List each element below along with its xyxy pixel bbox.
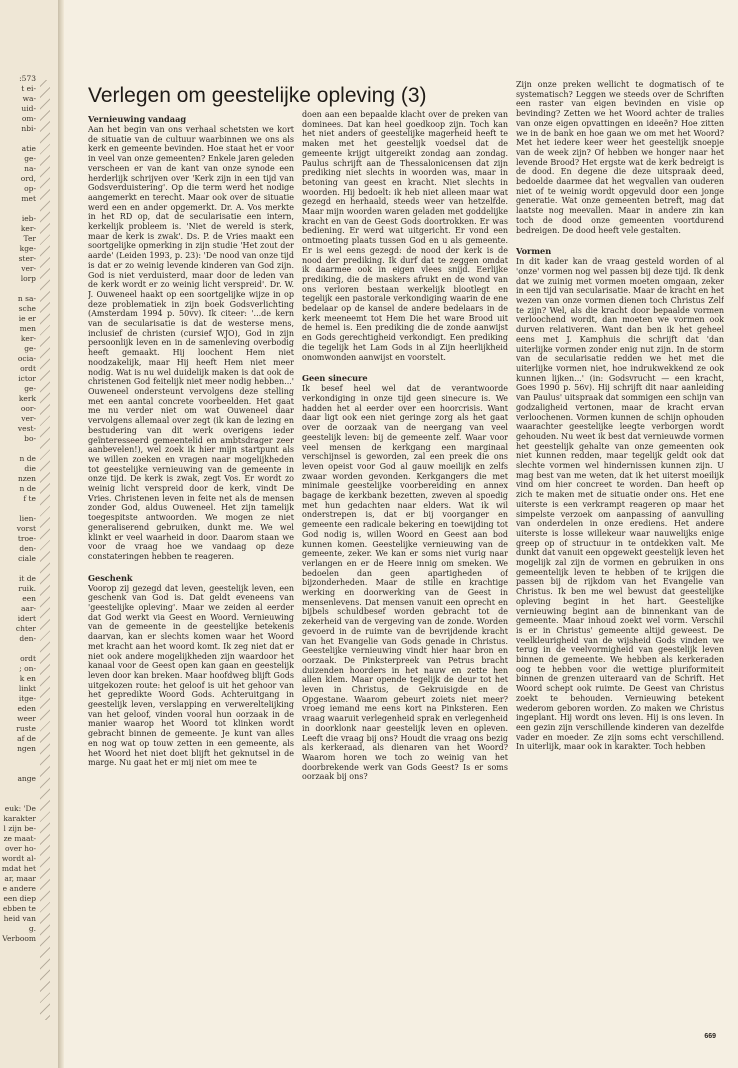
gutter-fragment — [2, 644, 36, 654]
gutter-fragment: g. — [28, 924, 36, 933]
gutter-fragment: men — [19, 324, 36, 333]
gutter-fragment: om- — [21, 114, 36, 123]
gutter-fragment: weer — [17, 714, 36, 723]
article-page — [64, 0, 738, 1068]
gutter-fragment: ker- — [20, 224, 36, 233]
section-heading: Vormen — [516, 246, 552, 257]
adjacent-page-gutter — [0, 0, 58, 1068]
gutter-fragment: mdat het — [1, 864, 36, 873]
gutter-fragment — [2, 794, 36, 804]
article-column-3 — [516, 80, 724, 1015]
body-paragraph: Voorop zij gezegd dat leven, geestelijk leven, een geschenk van God is. Dat geldt eveneens van 'geestelijke opleving'. Maar we zeiden al eerder dat God werkt via Geest en Woord. Vernieuwing van de gemeente in de geestelijke betekenis daarvan, kan er slechts komen waar het Woord met kracht aan het woord komt. Ik zeg niet dat er niet ook andere mogelijkheden zijn waardoor het kanaal voor de Geest open kan gaan en geestelijk leven door kan breken. Maar hoofdweg blijft Gods uitgekozen route: het geloof is uit het gehoor van het gepredikte Woord Gods. Achteruitgang in geestelijk leven, verslapping en verwereltelijking van het geloof, vinden vooral hun oorzaak in de manier waarop het Woord tot klinken wordt gebracht binnen de gemeente. Je kunt van alles en nog wat op touw zetten in een gemeente, als het Woord het niet doet blijft het geknutsel in de marge. Nu gaat het er mij niet om mee te — [88, 583, 294, 768]
gutter-fragment: wa- — [22, 94, 36, 103]
body-paragraph: Ik besef heel wel dat de verantwoorde verkondiging in onze tijd geen sinecure is. We hadden het al eerder over een hoorcrisis. Want daar ligt ook een niet geringe zorg als het gaat over de oorzaak van de neergang van veel geestelijk leven: bij de gemeente zelf. Waar voor veel mensen de kerkgang een marginaal verschijnsel is geworden, zal een preek die ons leven opeist voor God al gauw moeilijk en zelfs zwaar worden gevonden. Kerkgangers die met minimale geestelijke voorbereiding en annex bagage de kerkbank bezetten, zweven al spoedig met hun gedachten naar elders. Wat ik wil onderstrepen is, dat er bij voorganger en gemeente een radicale bekering en toewijding tot God nodig is, willen Woord en Geest aan bod kunnen komen. Geestelijke vernieuwing van de gemeente, zeker. We kan er soms niet vurig naar verlangen en er de Heere innig om smeken. We bedoelen dan geen apartigheden of bijzonderheden. Maar de stille en krachtige werking en doorwerking van de Geest in mensenlevens. Dat mensen vanuit een oprecht en bijbels schuldbesef worden gebracht tot de zekerheid van de vergeving van de zonde. Worden gevoerd in de ruimte van de bevrijdende kracht van het Evangelie van Gods genade in Christus. Geestelijke vernieuwing vindt hier haar bron en oorzaak. De Pinksterpreek van Petrus bracht duizenden hoorders in het nauw en zette hen allen klem. Maar opende tegelijk de deur tot het leven in Christus, de Gekruisigde en de Opgestane. Waarom gebeurt zoiets niet meer? vroeg iemand me eens kort na Pinksteren. Een vraag waaruit verlegenheid sprak en verlegenheid in doorklonk naar geestelijk leven en opleven. Leeft die vraag bij ons? Houdt die vraag ons bezig als kerkeraad, als dienaren van het Woord? Waarom horen we toch zo weinig van het doorbrekende werk van Gods Geest? Is er soms oorzaak bij ons? — [302, 384, 508, 782]
gutter-fragment: troe- — [17, 534, 36, 543]
page-number: 669 — [704, 1033, 716, 1040]
gutter-fragment: nbi- — [21, 124, 36, 133]
gutter-fragment: een diep — [3, 894, 36, 903]
gutter-fragment: :573 — [19, 74, 36, 83]
gutter-fragment — [2, 764, 36, 774]
gutter-fragment: ange — [17, 774, 36, 783]
article-title: Verlegen om geestelijke opleving (3) — [88, 84, 427, 107]
gutter-fragment: af de — [17, 734, 36, 743]
body-paragraph: doen aan een bepaalde klacht over de preken van dominees. Dat kan heel goedkoop zijn. Toch kan het niet anders of geestelijke magerheid heeft te maken met het geestelijk voedsel dat de gemeente krijgt uitgereikt zondag aan zondag. Paulus schrijft aan de Thessalonicensen dat zijn prediking niet slechts in woorden was, maar in betoning van geest en kracht. Niet slechts in woorden. Hij bedoelt: ik heb niet alleen maar wat gezegd en herhaald, steeds weer van hetzelfde. Maar mijn woorden waren geladen met goddelijke kracht en van de Geest Gods doortrokken. Er was bediening. Er werd wat uitgericht. Er vond een ontmoeting plaats tussen God en u als gemeente. Er is wel eens gezegd: de nood der kerk is de nood der prediking. Ik durf dat te zeggen omdat ik daarmee ook in eigen vlees snijd. Eerlijke prediking, die de maskers afrukt en de wond van ons verloren bestaan werkelijk blootlegt en tegelijk een pastorale verkondiging waarin de ene bedelaar op de kansel de andere bedelaars in de kerk meeneemt tot Hem Die het ware Brood uit de hemel is. Een prediking die de zonde aanwijst en Gods gerechtigheid verkondigt. Een prediking die tegelijk het Lam Gods in al Zijn heerlijkheid onomwonden aanwijst en voorstelt. — [302, 110, 508, 362]
gutter-fragment: ge- — [24, 154, 36, 163]
gutter-fragment: it de — [18, 574, 36, 583]
section-heading: Geen sinecure — [302, 373, 368, 384]
gutter-fragment: ie er — [18, 314, 36, 323]
gutter-fragment: die — [24, 464, 36, 473]
gutter-fragment: linkt — [18, 684, 36, 693]
gutter-fragment — [2, 504, 36, 514]
gutter-fragment: bo- — [24, 434, 36, 443]
gutter-fragment: Ter — [23, 234, 36, 243]
gutter-fragment: heid van — [3, 914, 36, 923]
gutter-fragment: f te — [23, 494, 36, 503]
gutter-fragment: oor- — [20, 404, 36, 413]
gutter-fragment: karakter — [3, 814, 36, 823]
gutter-fragment: ver- — [21, 414, 36, 423]
gutter-fragment: chter — [15, 624, 36, 633]
gutter-fragment: lien- — [19, 514, 36, 523]
gutter-fragment: n de — [19, 454, 36, 463]
article-column-2 — [302, 110, 508, 1015]
gutter-fragment: k en — [19, 674, 36, 683]
gutter-fragment: ster- — [18, 254, 36, 263]
section-gap — [302, 362, 508, 369]
gutter-fragment: ieb- — [21, 214, 36, 223]
gutter-fragment: ge- — [24, 344, 36, 353]
gutter-fragment: ngen — [17, 744, 36, 753]
body-paragraph: Zijn onze preken wellicht te dogmatisch of te systematisch? Leggen we steeds over de Schriften een raster van eigen bevinden en visie op bevinding? Zetten we het Woord achter de tralies van onze eigen opvattingen en ideeën? Hoe zitten we in de bank en hoe gaan we om met het Woord? Met het iedere keer weer het geestelijk snoepje van de week zijn? Of hebben we honger naar het levende Brood? Het ergste wat de kerk bedreigt is de dood. En degene die deze uitspraak deed, bedoelde daarmee dat het wegvallen van ouderen niet of te weinig wordt opgevuld door een jonge generatie. Wat onze gemeenten betreft, mag dat laatste nog meevallen. Maar in andere zin kan toch de dood onze gemeenten voortdurend bedreigen. De dood heeft vele gestalten. — [516, 80, 724, 235]
gutter-fragment: ord, — [20, 174, 36, 183]
gutter-fragment: lorp — [20, 274, 36, 283]
gutter-fragment: nzen — [17, 474, 36, 483]
gutter-fragment: t ei- — [21, 84, 36, 93]
section-heading: Geschenk — [88, 572, 133, 583]
gutter-fragment: n de — [19, 484, 36, 493]
gutter-fragment: ge- — [24, 384, 36, 393]
gutter-fragment: idert — [17, 614, 36, 623]
gutter-fragment: Verboom — [2, 934, 36, 943]
gutter-fragment: eden — [17, 704, 36, 713]
body-paragraph: In dit kader kan de vraag gesteld worden of al 'onze' vormen nog wel passen bij deze tijd. Ik denk dat we zuinig met vormen moeten omgaan, zeker in een tijd van secularisatie. Maar de kracht en het wezen van onze vormen dienen toch Christus Zelf te zijn? Wel, als die kracht door bepaalde vormen verloochend wordt, dan moeten we vormen ook durven relativeren. Want dan ben ik het geheel eens met J. Kamphuis die schrijft dat 'dan uiterlijke vormen zonder enig nut zijn. In de storm van de secularisatie redden we het met die uiterlijke vormen niet, hoe indrukwekkend ze ook kunnen lijken...' (in: Godsvrucht — een kracht, Goes 1990 p. 56v). Hij schrijft dit naar aanleiding van Paulus' uitspraak dat sommigen een schijn van godzaligheid vertonen, maar de kracht ervan verloochenen. Vormen kunnen de schijn ophouden waarachter geestelijke leegte verborgen wordt gehouden. Nu weet ik best dat vernieuwde vormen het geestelijk gehalte van onze gemeenten ook niet kunnen redden, maar tegelijk geldt ook dat slechte vormen wel hindernissen kunnen zijn. U mag best van me weten, dat ik het uiterst moeilijk vind om hier concreet te worden. Dan heeft op zich te maken met de situatie onder ons. Het ene uiterste is een verkrampt reageren op maar het simpelste verzoek om aanpassing of aanvulling van onderdelen in onze erediens. Het andere uiterste is losse willekeur waar nauwelijks enige greep op of structuur in te ontdekken valt. Me dunkt dat vanuit een opgewekt geestelijk leven het mogelijk zal zijn de vormen en gebruiken in ons gemeentelijk leven te hebben of te krijgen die passen bij de rijkdom van het Evangelie van Christus. Ik ben me wel bewust dat geestelijke opleving begint in het hart. Geestelijke vernieuwing begint aan de binnenkant van de gemeente. Maar inhoud zoekt wel vorm. Verschil is er in Christus' gemeente altijd geweest. De veelkleurigheid van de wijsheid Gods vinden we terug in de veelvormigheid van geestelijk leven binnen de gemeente. We hebben als kerkeraden oog te hebben voor die wettige pluriformiteit binnen de grenzen uiteraard van de Schrift. Het Woord schept ook ruimte. De Geest van Christus zoekt te behouden. Vernieuwing betekent wederom geboren worden. Zo maken we Christus ingeplant. Hij wordt ons leven. Hij is ons leven. In een gezin zijn verschillende kinderen van dezelfde vader en moeder. Ze zijn soms echt verschillend. In uiterlijk, maar ook in karakter. Toch hebben — [516, 257, 724, 752]
gutter-fragment: ruik. — [18, 584, 36, 593]
gutter-fragment: ordt — [20, 364, 36, 373]
gutter-fragment: op- — [24, 184, 36, 193]
gutter-fragment: ebben te — [2, 904, 36, 913]
adjacent-page-text — [2, 74, 36, 944]
gutter-fragment: den- — [19, 634, 36, 643]
gutter-fragment: kge- — [19, 244, 36, 253]
body-paragraph: Aan het begin van ons verhaal schetsten we kort de situatie van de cultuur waarbinnen we ons als kerk en gemeente bevinden. Hoe staat het er voor in veel van onze gemeenten? Enkele jaren geleden verscheen er van de kant van onze synode een herderlijk schrijven over 'Kerk zijn in een tijd van Godsverduistering'. Op die term werd het nodige aangemerkt en terecht. Maar ook over de situatie werd een en ander opgemerkt. Dr. A. Vos merkte in het RD op, dat de secularisatie een intern, kerkelijk probleem is. 'Niet de wereld is sterk, maar de kerk is zwak'. Ds. P. de Vries maakt een soortgelijke opmerking in zijn studie 'Het zout der aarde' (Leiden 1993, p. 23): 'De nood van onze tijd is dat er zo weinig levende kinderen van God zijn. God is niet verduisterd, maar door de leden van de kerk wordt er zo weinig licht verspreid'. Dr. W. J. Ouweneel haakt op een soortgelijke wijze in op deze problematiek in zijn boek Godsverlichting (Amsterdam 1994 p. 50vv). Ik citeer: '...de kern van de secularisatie is dat de westerse mens, inclusief de christen (cursief WJO), God in zijn persoonlijk leven en in de samenleving overbodig heeft gemaakt. Hij loochent Hem niet noodzakelijk, maar Hij heeft Hem niet meer nodig. Wat is nu wel duidelijk maken is dat ook de christenen God feitelijk niet meer nodig hebben...' Ouweneel ondersteunt vervolgens deze stelling met een aantal concrete voorbeelden. Het gaat me nu verder niet om wat Ouweneel daar vervolgens allemaal over zegt (ik kan de lezing en bestudering van dit werk overigens ieder geïnteresseerd gemeentelid en ambtsdrager zeer aanbevelen!), wel zoek ik hier mijn startpunt als we willen zoeken en vragen naar mogelijkheden tot geestelijke vernieuwing van de gemeente in onze tijd. De kerk is zwak, zegt Vos. Er wordt zo weinig licht verspreid door de kerk, vindt De Vries. Christenen leven in feite net als de mensen zonder God, aldus Ouweneel. Het zijn tamelijk toegespitste antwoorden. We mogen ze niet generaliserend gebruiken, dunkt me. We wel klinkt er veel waarheid in door. Daarom staan we voor de vraag hoe we vandaag op deze constateringen hebben te reageren. — [88, 125, 294, 561]
gutter-fragment: n sa- — [17, 294, 36, 303]
gutter-fragment: met — [21, 194, 36, 203]
section-gap — [88, 562, 294, 569]
gutter-fragment: wordt al- — [1, 854, 36, 863]
gutter-fragment: atie — [21, 144, 36, 153]
gutter-fragment: een — [22, 594, 36, 603]
gutter-fragment: ruste — [16, 724, 36, 733]
gutter-fragment: ver- — [21, 264, 36, 273]
section-gap — [516, 235, 724, 242]
gutter-fragment: ocia- — [17, 354, 36, 363]
section-heading: Vernieuwing vandaag — [88, 114, 187, 124]
gutter-fragment: over ho- — [4, 844, 36, 853]
gutter-fragment — [2, 204, 36, 214]
gutter-fragment — [2, 784, 36, 794]
gutter-fragment: ze maat- — [3, 834, 36, 843]
gutter-fragment: kerk — [18, 394, 36, 403]
gutter-fragment: vorst — [16, 524, 36, 533]
gutter-fragment — [2, 564, 36, 574]
gutter-fragment — [2, 284, 36, 294]
gutter-fragment — [2, 134, 36, 144]
gutter-fragment: na- — [24, 164, 36, 173]
gutter-fragment: itge- — [18, 694, 36, 703]
gutter-fragment: ar, maar — [4, 874, 36, 883]
gutter-fragment: vest- — [17, 424, 36, 433]
gutter-fragment: ciale — [18, 554, 36, 563]
gutter-fragment: den- — [19, 544, 36, 553]
article-column-1 — [88, 110, 294, 1015]
gutter-fragment: sche — [18, 304, 36, 313]
gutter-fragment: ; on- — [19, 664, 36, 673]
page-edge-pattern — [40, 80, 50, 1020]
gutter-fragment: aar- — [20, 604, 36, 613]
gutter-fragment — [2, 754, 36, 764]
gutter-fragment: l zijn be- — [3, 824, 36, 833]
gutter-fragment: ordt — [20, 654, 36, 663]
gutter-fragment: e andere — [2, 884, 36, 893]
gutter-fragment: uid- — [21, 104, 36, 113]
gutter-fragment: euk: 'De — [4, 804, 36, 813]
gutter-fragment: ker- — [20, 334, 36, 343]
gutter-fragment: ictor — [18, 374, 36, 383]
gutter-fragment — [2, 444, 36, 454]
